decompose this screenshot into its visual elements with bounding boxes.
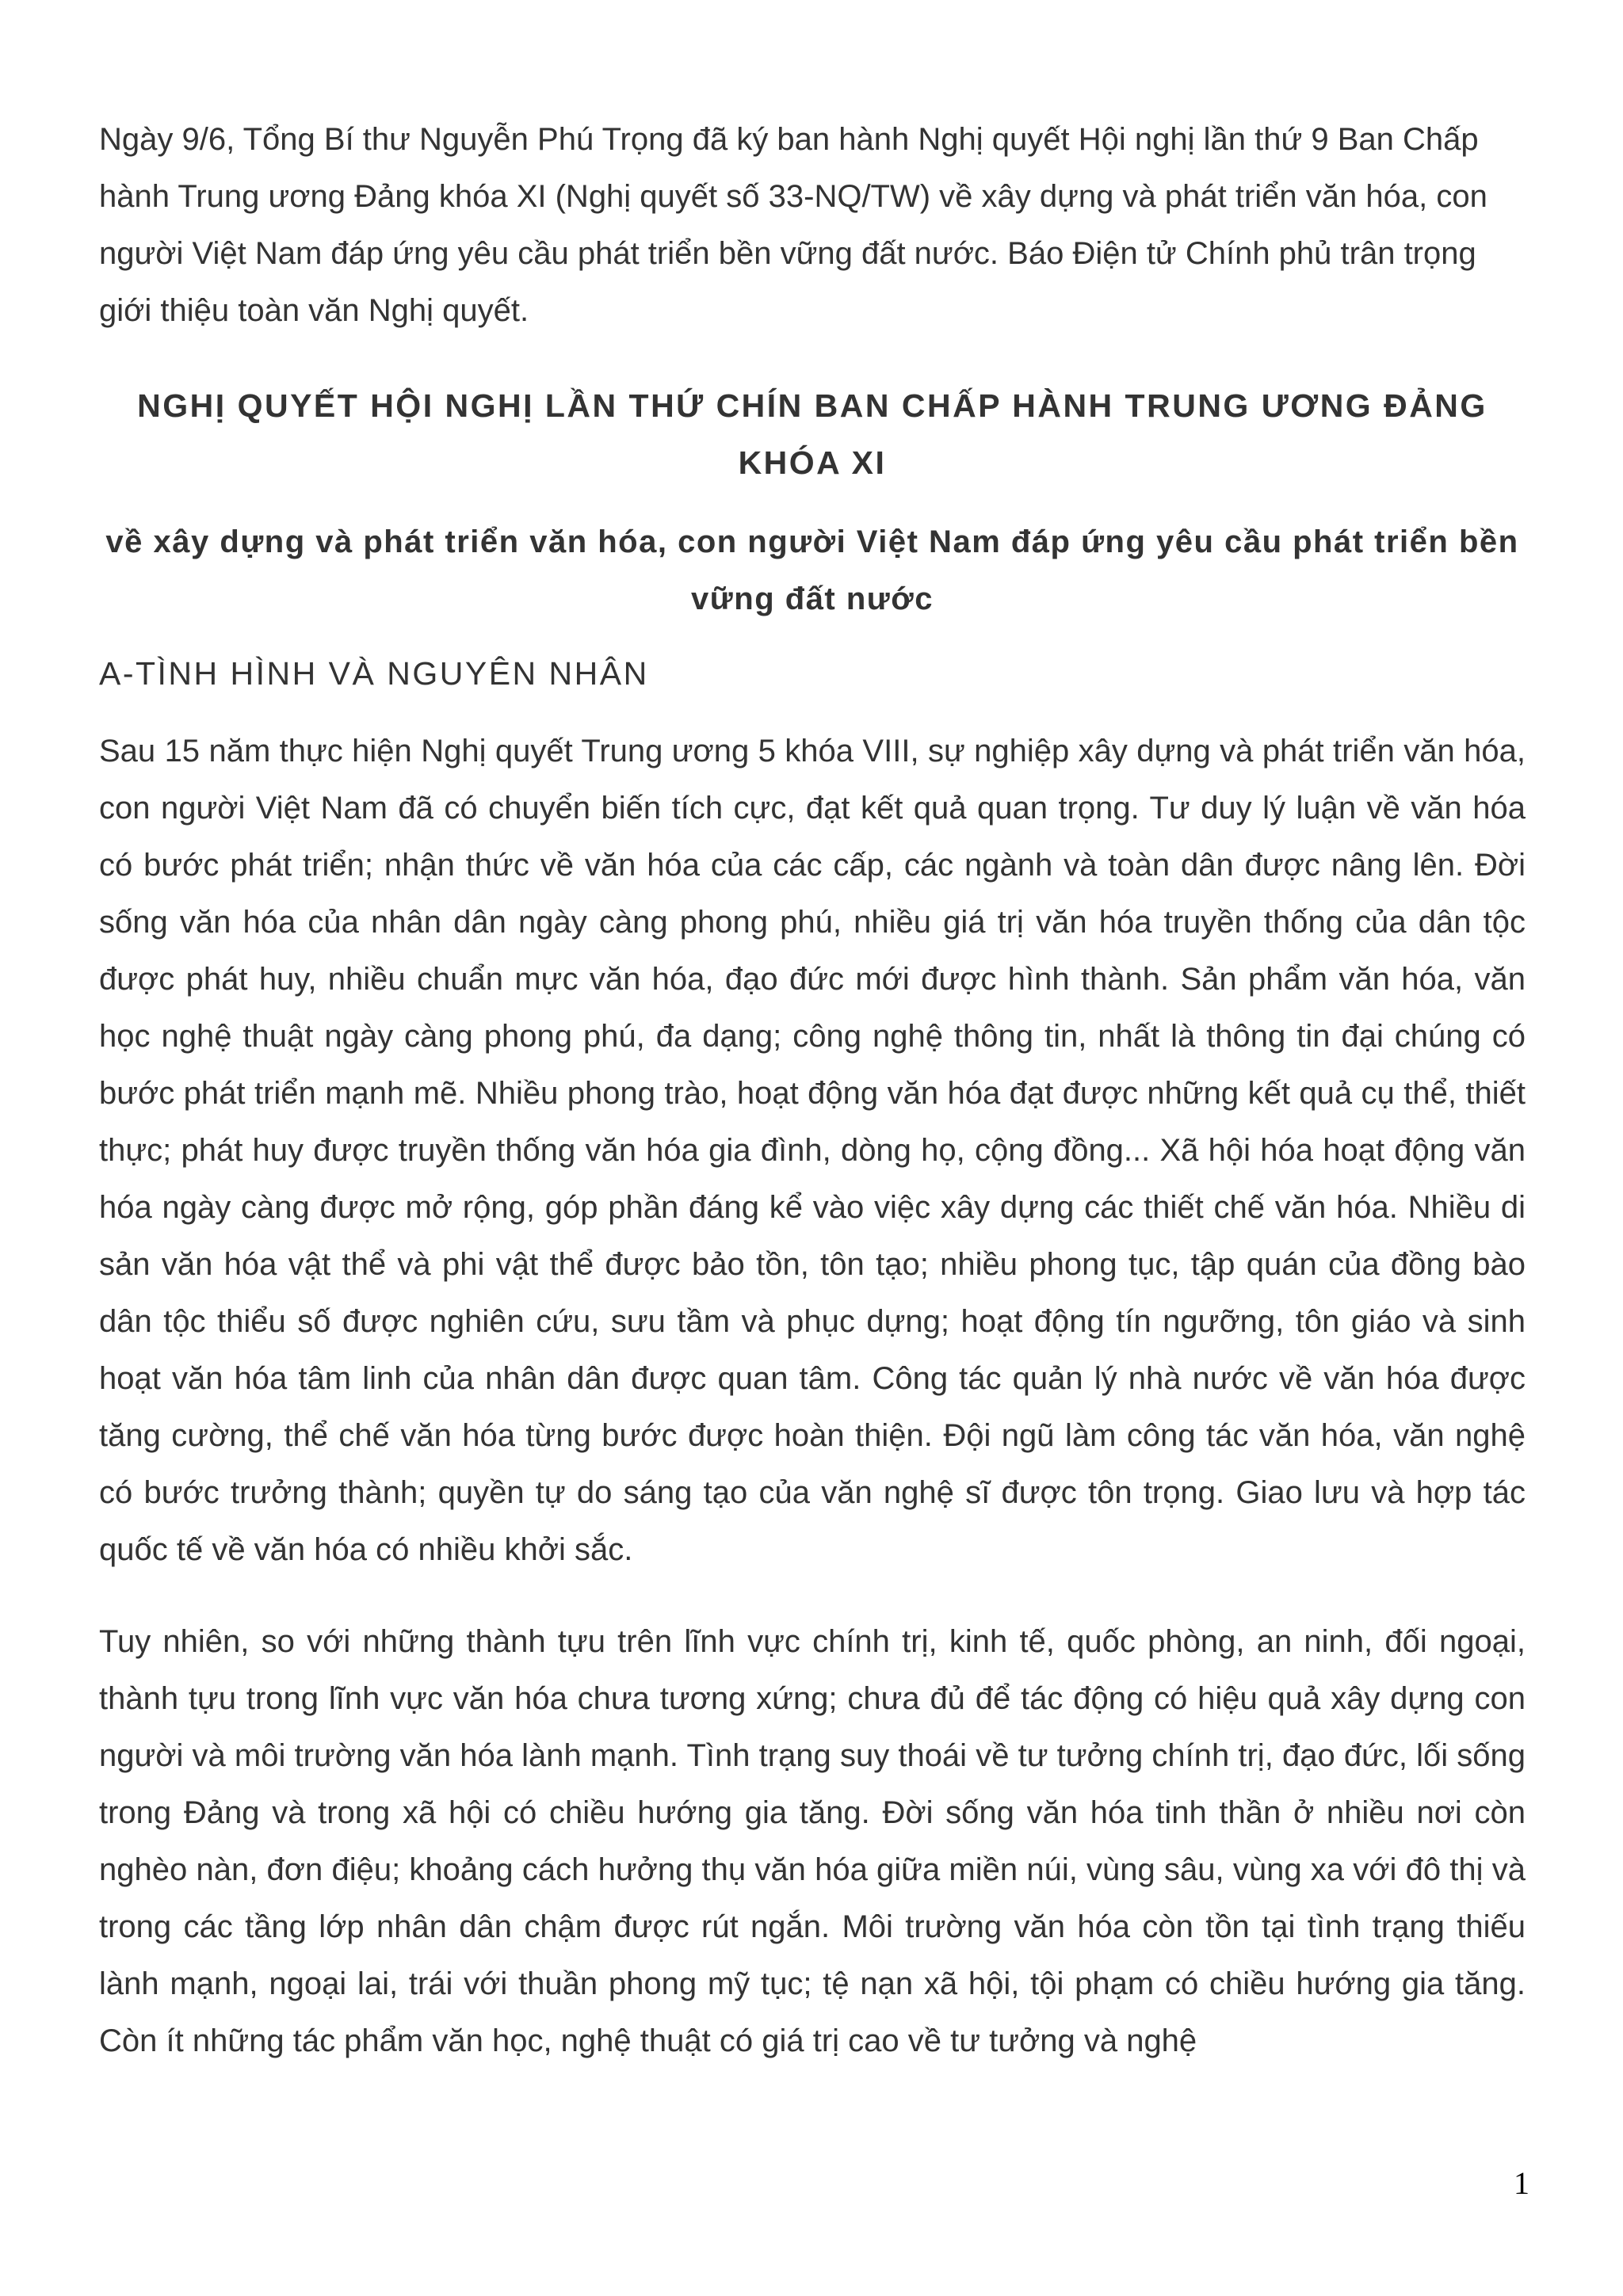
body-paragraph: Tuy nhiên, so với những thành tựu trên lĩnh vực chính trị, kinh tế, quốc phòng, an ninh, đối ngoại, thành tựu trong lĩnh vực văn hóa chưa tương xứng; chưa đủ để tác động có hiệu quả xây dựng con người và môi trường văn hóa lành mạnh. Tình trạng suy thoái về tư tưởng chính trị, đạo đức, lối sống trong Đảng và trong xã hội có chiều hướng gia tăng. Đời sống văn hóa tinh thần ở nhiều nơi còn nghèo nàn, đơn điệu; khoảng cách hưởng thụ văn hóa giữa miền núi, vùng sâu, vùng xa với đô thị và trong các tầng lớp nhân dân chậm được rút ngắn. Môi trường văn hóa còn tồn tại tình trạng thiếu lành mạnh, ngoại lai, trái với thuần phong mỹ tục; tệ nạn xã hội, tội phạm có chiều hướng gia tăng. Còn ít những tác phẩm văn học, nghệ thuật có giá trị cao về tư tưởng và nghệ	[99, 1624, 1526, 2058]
body-paragraph: Sau 15 năm thực hiện Nghị quyết Trung ương 5 khóa VIII, sự nghiệp xây dựng và phát triển văn hóa, con người Việt Nam đã có chuyển biến tích cực, đạt kết quả quan trọng. Tư duy lý luận về văn hóa có bước phát triển; nhận thức về văn hóa của các cấp, các ngành và toàn dân được nâng lên. Đời sống văn hóa của nhân dân ngày càng phong phú, nhiều giá trị văn hóa truyền thống của dân tộc được phát huy, nhiều chuẩn mực văn hóa, đạo đức mới được hình thành. Sản phẩm văn hóa, văn học nghệ thuật ngày càng phong phú, đa dạng; công nghệ thông tin, nhất là thông tin đại chúng có bước phát triển mạnh mẽ. Nhiều phong trào, hoạt động văn hóa đạt được những kết quả cụ thể, thiết thực; phát huy được truyền thống văn hóa gia đình, dòng họ, cộng đồng... Xã hội hóa hoạt động văn hóa ngày càng được mở rộng, góp phần đáng kể vào việc xây dựng các thiết chế văn hóa. Nhiều di sản văn hóa vật thể và phi vật thể được bảo tồn, tôn tạo; nhiều phong tục, tập quán của đồng bào dân tộc thiểu số được nghiên cứu, sưu tầm và phục dựng; hoạt động tín ngưỡng, tôn giáo và sinh hoạt văn hóa tâm linh của nhân dân được quan tâm. Công tác quản lý nhà nước về văn hóa được tăng cường, thể chế văn hóa từng bước được hoàn thiện. Đội ngũ làm công tác văn hóa, văn nghệ có bước trưởng thành; quyền tự do sáng tạo của văn nghệ sĩ được tôn trọng. Giao lưu và hợp tác quốc tế về văn hóa có nhiều khởi sắc.	[99, 734, 1526, 1567]
document-page	[99, 111, 1526, 2069]
resolution-subtitle: về xây dựng và phát triển văn hóa, con người Việt Nam đáp ứng yêu cầu phát triển bền vững đất nước	[105, 524, 1519, 616]
intro-paragraph: Ngày 9/6, Tổng Bí thư Nguyễn Phú Trọng đã ký ban hành Nghị quyết Hội nghị lần thứ 9 Ban Chấp hành Trung ương Đảng khóa XI (Nghị quyết số 33-NQ/TW) về xây dựng và phát triển văn hóa, con người Việt Nam đáp ứng yêu cầu phát triển bền vững đất nước. Báo Điện tử Chính phủ trân trọng giới thiệu toàn văn Nghị quyết.	[99, 122, 1487, 328]
page-number: 1	[1514, 2165, 1529, 2201]
section-heading: A-TÌNH HÌNH VÀ NGUYÊN NHÂN	[99, 655, 649, 692]
resolution-title: NGHỊ QUYẾT HỘI NGHỊ LẦN THỨ CHÍN BAN CHẤP HÀNH TRUNG ƯƠNG ĐẢNG KHÓA XI	[137, 387, 1487, 481]
